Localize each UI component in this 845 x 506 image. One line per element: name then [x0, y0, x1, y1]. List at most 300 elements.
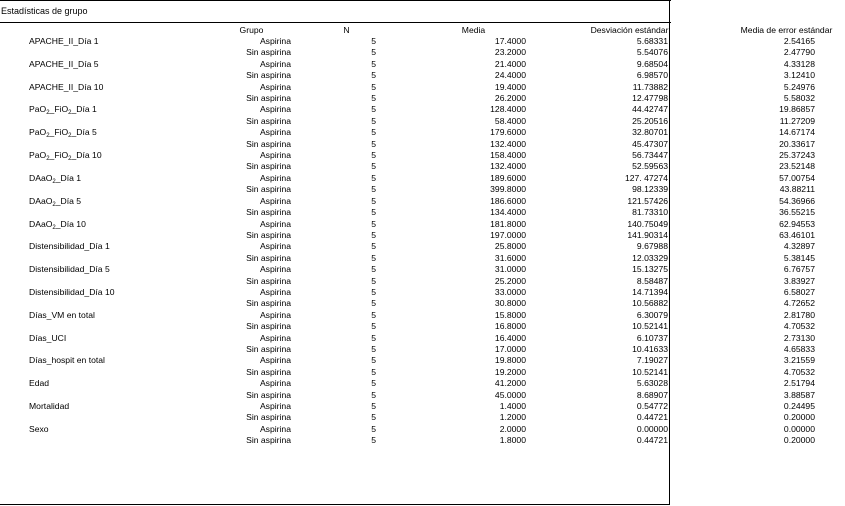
group-cell: Aspirina: [259, 104, 291, 115]
se-cell: 3.12410: [783, 70, 815, 81]
label-text: Distensibilidad_Día 5: [29, 264, 110, 275]
table-row: [0, 70, 845, 81]
top-rule: [0, 0, 671, 1]
header-row: [0, 24, 845, 36]
label-text: Distensibilidad_Día 10: [29, 286, 115, 297]
table-row: [0, 184, 845, 195]
mean-cell: 16.4000: [494, 332, 526, 343]
table-row: [0, 310, 845, 321]
group-cell: Aspirina: [259, 423, 291, 434]
se-cell: 3.88587: [783, 389, 815, 400]
variable-label: [0, 298, 166, 309]
group-cell: Sin aspirina: [246, 298, 291, 309]
label-text: DAaO: [29, 172, 53, 183]
group-cell: Aspirina: [259, 332, 291, 343]
table-row: [0, 367, 845, 378]
sd-cell: 15.13275: [632, 264, 668, 275]
n-cell: 5: [371, 241, 376, 252]
sd-cell: 0.00000: [636, 423, 668, 434]
variable-label: [0, 150, 166, 161]
group-cell: Aspirina: [259, 241, 291, 252]
se-cell: 6.58027: [783, 286, 815, 297]
table-row: [0, 253, 845, 264]
variable-label: [0, 219, 166, 230]
variable-label: [0, 230, 166, 241]
group-cell: Aspirina: [259, 286, 291, 297]
label-text: _FiO: [49, 104, 69, 115]
mean-cell: 132.4000: [490, 161, 526, 172]
header-group: Grupo: [239, 25, 264, 35]
group-statistics-table: [0, 24, 845, 447]
sd-cell: 44.42747: [632, 104, 668, 115]
table-row: [0, 298, 845, 309]
subscript: 2: [52, 178, 56, 185]
variable-label: [0, 196, 166, 207]
sd-cell: 10.41633: [632, 343, 668, 354]
n-cell: 5: [371, 423, 376, 434]
table-row: [0, 139, 845, 150]
n-cell: 5: [371, 332, 376, 343]
table-row: [0, 127, 845, 138]
se-cell: 54.36966: [779, 195, 815, 206]
variable-label: [0, 184, 166, 195]
sd-cell: 14.71394: [632, 286, 668, 297]
group-cell: Sin aspirina: [246, 229, 291, 240]
mean-cell: 23.2000: [494, 47, 526, 58]
n-cell: 5: [371, 366, 376, 377]
sd-cell: 121.57426: [627, 195, 668, 206]
n-cell: 5: [371, 58, 376, 69]
se-cell: 5.58032: [783, 93, 815, 104]
variable-label: [0, 241, 166, 252]
subscript: 2: [68, 133, 72, 140]
se-cell: 4.70532: [783, 366, 815, 377]
variable-label: [0, 127, 166, 138]
label-text: PaO: [29, 150, 47, 161]
group-cell: Sin aspirina: [246, 321, 291, 332]
se-cell: 2.51794: [783, 378, 815, 389]
group-cell: Sin aspirina: [246, 366, 291, 377]
group-cell: Sin aspirina: [246, 412, 291, 423]
label-text: Distensibilidad_Día 1: [29, 241, 110, 252]
se-cell: 3.21559: [783, 355, 815, 366]
table-row: [0, 173, 845, 184]
variable-label: [0, 70, 166, 81]
mean-cell: 179.6000: [490, 127, 526, 138]
n-cell: 5: [371, 93, 376, 104]
label-text: Días_UCI: [29, 332, 67, 343]
mean-cell: 19.8000: [494, 355, 526, 366]
label-text: DAaO: [29, 218, 53, 229]
label-text: APACHE_II_Día 1: [29, 36, 99, 46]
se-cell: 6.76757: [783, 264, 815, 275]
sd-cell: 10.56882: [632, 298, 668, 309]
subscript: 2: [68, 156, 72, 163]
n-cell: 5: [371, 150, 376, 161]
table-row: [0, 435, 845, 446]
group-cell: Sin aspirina: [246, 115, 291, 126]
table-row: [0, 230, 845, 241]
table-row: [0, 401, 845, 412]
subscript: 2: [52, 201, 56, 208]
group-cell: Aspirina: [259, 378, 291, 389]
group-cell: Sin aspirina: [246, 161, 291, 172]
se-cell: 0.20000: [783, 435, 815, 446]
subscript: 2: [46, 110, 50, 117]
table-row: [0, 47, 845, 58]
variable-label: [0, 173, 166, 184]
table-row: [0, 116, 845, 127]
n-cell: 5: [371, 161, 376, 172]
se-cell: 57.00754: [779, 172, 815, 183]
table-row: [0, 161, 845, 172]
n-cell: 5: [371, 435, 376, 446]
mean-cell: 17.0000: [494, 343, 526, 354]
label-text: _Día 1: [71, 104, 97, 115]
n-cell: 5: [371, 70, 376, 81]
se-cell: 4.65833: [783, 343, 815, 354]
table-row: [0, 344, 845, 355]
label-text: APACHE_II_Día 5: [29, 58, 99, 69]
mean-cell: 41.2000: [494, 378, 526, 389]
label-text: _FiO: [49, 150, 69, 161]
label-text: _Día 10: [55, 218, 86, 229]
mean-cell: 31.6000: [494, 252, 526, 263]
table-row: [0, 321, 845, 332]
label-text: Días_hospit en total: [29, 355, 105, 366]
n-cell: 5: [371, 252, 376, 263]
sd-cell: 81.73310: [632, 207, 668, 218]
sd-cell: 12.03329: [632, 252, 668, 263]
se-cell: 2.73130: [783, 332, 815, 343]
sd-cell: 6.30079: [636, 309, 668, 320]
sd-cell: 10.52141: [632, 366, 668, 377]
label-text: _FiO: [49, 127, 69, 138]
mean-cell: 25.8000: [494, 241, 526, 252]
sd-cell: 8.58487: [636, 275, 668, 286]
sd-cell: 10.52141: [632, 321, 668, 332]
table-row: [0, 412, 845, 423]
n-cell: 5: [371, 104, 376, 115]
sd-cell: 45.47307: [632, 138, 668, 149]
label-text: _Día 5: [71, 127, 97, 138]
mean-cell: 1.4000: [499, 401, 526, 411]
group-cell: Sin aspirina: [246, 275, 291, 286]
mean-cell: 158.4000: [490, 150, 526, 161]
mean-cell: 21.4000: [494, 58, 526, 69]
table-row: [0, 150, 845, 161]
mean-cell: 58.4000: [494, 115, 526, 126]
table-row: [0, 424, 845, 435]
n-cell: 5: [371, 298, 376, 309]
variable-label: [0, 264, 166, 275]
mean-cell: 25.2000: [494, 275, 526, 286]
sd-cell: 0.44721: [636, 435, 668, 446]
subscript: 2: [46, 156, 50, 163]
group-cell: Sin aspirina: [246, 389, 291, 400]
mean-cell: 399.8000: [490, 184, 526, 195]
n-cell: 5: [371, 401, 376, 411]
sd-cell: 6.10737: [636, 332, 668, 343]
se-cell: 14.67174: [779, 127, 815, 138]
sd-cell: 7.19027: [636, 355, 668, 366]
sd-cell: 9.67988: [636, 241, 668, 252]
se-cell: 2.54165: [783, 36, 815, 46]
sd-cell: 98.12339: [632, 184, 668, 195]
variable-label: [0, 390, 166, 401]
variable-label: [0, 207, 166, 218]
table-body: [0, 36, 845, 447]
n-cell: 5: [371, 264, 376, 275]
variable-label: [0, 333, 166, 344]
n-cell: 5: [371, 275, 376, 286]
label-text: APACHE_II_Día 10: [29, 81, 104, 92]
mean-cell: 15.8000: [494, 309, 526, 320]
mean-cell: 19.4000: [494, 81, 526, 92]
se-cell: 5.38145: [783, 252, 815, 263]
n-cell: 5: [371, 195, 376, 206]
n-cell: 5: [371, 115, 376, 126]
table-row: [0, 196, 845, 207]
header-variable: [0, 24, 166, 36]
se-cell: 4.72652: [783, 298, 815, 309]
subscript: 2: [68, 110, 72, 117]
n-cell: 5: [371, 207, 376, 218]
group-cell: Aspirina: [259, 36, 291, 46]
se-cell: 62.94553: [779, 218, 815, 229]
sd-cell: 127. 47274: [624, 172, 668, 183]
label-text: DAaO: [29, 195, 53, 206]
n-cell: 5: [371, 309, 376, 320]
table-row: [0, 207, 845, 218]
header-n: N: [343, 25, 350, 35]
group-cell: Sin aspirina: [246, 47, 291, 58]
variable-label: [0, 116, 166, 127]
mean-cell: 24.4000: [494, 70, 526, 81]
se-cell: 11.27209: [779, 115, 815, 126]
group-cell: Aspirina: [259, 127, 291, 138]
variable-label: [0, 82, 166, 93]
variable-label: [0, 253, 166, 264]
se-cell: 0.00000: [783, 423, 815, 434]
variable-label: [0, 59, 166, 70]
table-row: [0, 82, 845, 93]
n-cell: 5: [371, 389, 376, 400]
se-cell: 4.70532: [783, 321, 815, 332]
n-cell: 5: [371, 286, 376, 297]
label-text: PaO: [29, 104, 47, 115]
se-cell: 4.32897: [783, 241, 815, 252]
label-text: _Día 10: [71, 150, 102, 161]
table-row: [0, 378, 845, 389]
sd-cell: 5.68331: [636, 36, 668, 46]
title-rule: [0, 22, 671, 23]
n-cell: 5: [371, 355, 376, 366]
table-row: [0, 93, 845, 104]
n-cell: 5: [371, 172, 376, 183]
n-cell: 5: [371, 81, 376, 92]
se-cell: 19.86857: [779, 104, 815, 115]
group-cell: Sin aspirina: [246, 343, 291, 354]
group-cell: Aspirina: [259, 172, 291, 183]
variable-label: [0, 93, 166, 104]
mean-cell: 128.4000: [490, 104, 526, 115]
mean-cell: 17.4000: [494, 36, 526, 46]
variable-label: [0, 161, 166, 172]
mean-cell: 189.6000: [490, 172, 526, 183]
table-row: [0, 390, 845, 401]
table-row: [0, 36, 845, 47]
se-cell: 63.46101: [779, 229, 815, 240]
header-sd: Desviación estándar: [590, 25, 669, 35]
n-cell: 5: [371, 229, 376, 240]
group-cell: Aspirina: [259, 264, 291, 275]
se-cell: 0.24495: [783, 401, 815, 411]
sd-cell: 6.98570: [636, 70, 668, 81]
n-cell: 5: [371, 412, 376, 423]
variable-label: [0, 367, 166, 378]
variable-label: [0, 412, 166, 423]
variable-label: [0, 424, 166, 435]
table-row: [0, 355, 845, 366]
sd-cell: 25.20516: [632, 115, 668, 126]
variable-label: [0, 47, 166, 58]
variable-label: [0, 344, 166, 355]
subscript: 2: [52, 224, 56, 231]
sd-cell: 9.68504: [636, 58, 668, 69]
sd-cell: 140.75049: [627, 218, 668, 229]
table-row: [0, 287, 845, 298]
mean-cell: 132.4000: [490, 138, 526, 149]
table-row: [0, 59, 845, 70]
label-text: Mortalidad: [29, 401, 70, 411]
n-cell: 5: [371, 321, 376, 332]
header-mean: Media: [461, 25, 486, 35]
variable-label: [0, 401, 166, 412]
table-row: [0, 276, 845, 287]
n-cell: 5: [371, 127, 376, 138]
variable-label: [0, 276, 166, 287]
variable-label: [0, 139, 166, 150]
n-cell: 5: [371, 184, 376, 195]
sd-cell: 52.59563: [632, 161, 668, 172]
mean-cell: 31.0000: [494, 264, 526, 275]
table-row: [0, 264, 845, 275]
label-text: Sexo: [29, 423, 49, 434]
group-cell: Sin aspirina: [246, 184, 291, 195]
label-text: _Día 5: [55, 195, 82, 206]
label-text: Días_VM en total: [29, 309, 95, 320]
group-cell: Aspirina: [259, 355, 291, 366]
group-cell: Sin aspirina: [246, 70, 291, 81]
sd-cell: 11.73882: [632, 81, 668, 92]
se-cell: 36.55215: [779, 207, 815, 218]
mean-cell: 2.0000: [499, 423, 526, 434]
mean-cell: 26.2000: [494, 93, 526, 104]
group-cell: Sin aspirina: [246, 207, 291, 218]
sd-cell: 141.90314: [627, 229, 668, 240]
label-text: Edad: [29, 378, 50, 389]
se-cell: 23.52148: [779, 161, 815, 172]
mean-cell: 19.2000: [494, 366, 526, 377]
header-se: Media de error estándar: [740, 25, 833, 35]
se-cell: 5.24976: [783, 81, 815, 92]
se-cell: 20.33617: [779, 138, 815, 149]
sd-cell: 5.54076: [636, 47, 668, 58]
label-text: PaO: [29, 127, 47, 138]
group-cell: Aspirina: [259, 81, 291, 92]
mean-cell: 30.8000: [494, 298, 526, 309]
n-cell: 5: [371, 47, 376, 58]
table-title: Estadísticas de grupo: [1, 6, 88, 16]
variable-label: [0, 378, 166, 389]
n-cell: 5: [371, 138, 376, 149]
sd-cell: 56.73447: [632, 150, 668, 161]
n-cell: 5: [371, 36, 376, 46]
variable-label: [0, 36, 166, 47]
group-cell: Aspirina: [259, 58, 291, 69]
sd-cell: 5.63028: [636, 378, 668, 389]
table-row: [0, 219, 845, 230]
mean-cell: 197.0000: [490, 229, 526, 240]
group-cell: Sin aspirina: [246, 93, 291, 104]
group-cell: Sin aspirina: [246, 252, 291, 263]
se-cell: 2.47790: [783, 47, 815, 58]
group-cell: Sin aspirina: [246, 138, 291, 149]
se-cell: 0.20000: [783, 412, 815, 423]
se-cell: 43.88211: [779, 184, 815, 195]
group-cell: Aspirina: [259, 195, 291, 206]
mean-cell: 134.4000: [490, 207, 526, 218]
group-cell: Aspirina: [259, 218, 291, 229]
variable-label: [0, 310, 166, 321]
group-cell: Aspirina: [259, 150, 291, 161]
table-row: [0, 241, 845, 252]
group-cell: Aspirina: [259, 309, 291, 320]
n-cell: 5: [371, 378, 376, 389]
mean-cell: 1.2000: [499, 412, 526, 423]
variable-label: [0, 287, 166, 298]
sd-cell: 0.44721: [636, 412, 668, 423]
subscript: 2: [46, 133, 50, 140]
variable-label: [0, 321, 166, 332]
se-cell: 25.37243: [779, 150, 815, 161]
n-cell: 5: [371, 343, 376, 354]
variable-label: [0, 435, 166, 446]
se-cell: 3.83927: [783, 275, 815, 286]
mean-cell: 181.8000: [490, 218, 526, 229]
se-cell: 2.81780: [783, 309, 815, 320]
sd-cell: 8.68907: [636, 389, 668, 400]
mean-cell: 186.6000: [490, 195, 526, 206]
mean-cell: 16.8000: [494, 321, 526, 332]
sd-cell: 0.54772: [636, 401, 668, 411]
se-cell: 4.33128: [783, 58, 815, 69]
label-text: _Día 1: [55, 172, 82, 183]
group-cell: Aspirina: [259, 401, 291, 411]
variable-label: [0, 355, 166, 366]
mean-cell: 45.0000: [494, 389, 526, 400]
table-row: [0, 104, 845, 115]
mean-cell: 33.0000: [494, 286, 526, 297]
variable-label: [0, 104, 166, 115]
mean-cell: 1.8000: [499, 435, 526, 446]
group-cell: Sin aspirina: [246, 435, 291, 446]
table-row: [0, 333, 845, 344]
sd-cell: 32.80701: [632, 127, 668, 138]
n-cell: 5: [371, 218, 376, 229]
sd-cell: 12.47798: [632, 93, 668, 104]
